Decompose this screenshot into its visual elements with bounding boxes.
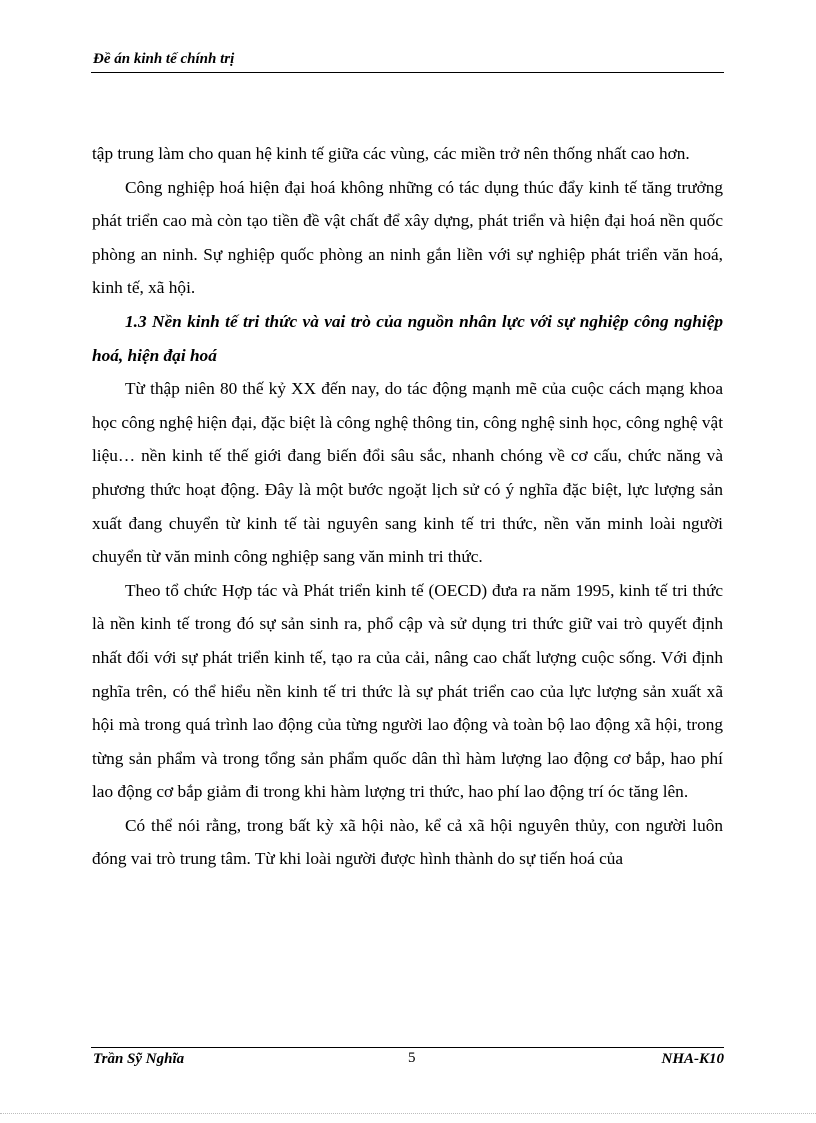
header-title: Đề án kinh tế chính trị <box>93 51 235 67</box>
paragraph-continuation: tập trung làm cho quan hệ kinh tế giữa các vùng, các miền trở nên thống nhất cao hơn. <box>92 144 690 163</box>
document-body <box>92 137 723 876</box>
page-number: 5 <box>408 1050 416 1066</box>
header-divider <box>91 72 724 73</box>
footer-divider <box>91 1047 724 1048</box>
section-heading-1-3: 1.3 Nền kinh tế tri thức và vai trò của nguồn nhân lực với sự nghiệp công nghiệp hoá, hiện đại hoá <box>92 311 723 365</box>
paragraph-oecd-definition: Theo tổ chức Hợp tác và Phát triển kinh tế (OECD) đưa ra năm 1995, kinh tế tri thức là nền kinh tế trong đó sự sản sinh ra, phổ cập và sử dụng tri thức giữ vai trò quyết định nhất đối với sự phát triển kinh tế, tạo ra của cải, nâng cao chất lượng cuộc sống. Với định nghĩa trên, có thể hiểu nền kinh tế tri thức là sự phát triển cao của lực lượng sản xuất xã hội mà trong quá trình lao động của từng người lao động và toàn bộ lao động xã hội, trong từng sản phẩm và trong tổng sản phẩm quốc dân thì hàm lượng lao động cơ bắp, hao phí lao động cơ bắp giảm đi trong khi hàm lượng tri thức, hao phí lao động trí óc tăng lên. <box>92 580 723 802</box>
paragraph-knowledge-economy-intro: Từ thập niên 80 thế kỷ XX đến nay, do tác động mạnh mẽ của cuộc cách mạng khoa học công nghệ hiện đại, đặc biệt là công nghệ thông tin, công nghệ sinh học, công nghệ vật liệu… nền kinh tế thế giới đang biến đổi sâu sắc, nhanh chóng về cơ cấu, chức năng và phương thức hoạt động. Đây là một bước ngoặt lịch sử có ý nghĩa đặc biệt, lực lượng sản xuất đang chuyển từ kinh tế tài nguyên sang kinh tế tri thức, nền văn minh loài người chuyển từ văn minh công nghiệp sang văn minh tri thức. <box>92 379 723 567</box>
paragraph-human-role: Có thể nói rằng, trong bất kỳ xã hội nào, kể cả xã hội nguyên thủy, con người luôn đóng vai trò trung tâm. Từ khi loài người được hình thành do sự tiến hoá của <box>92 815 723 869</box>
paragraph-industrialization: Công nghiệp hoá hiện đại hoá không những có tác dụng thúc đẩy kinh tế tăng trưởng phát triển cao mà còn tạo tiền đề vật chất để xây dựng, phát triển và hiện đại hoá nền quốc phòng an ninh. Sự nghiệp quốc phòng an ninh gắn liền với sự nghiệp phát triển văn hoá, kinh tế, xã hội. <box>92 177 723 298</box>
page-edge-dotted-line <box>0 1113 816 1114</box>
footer-author: Trần Sỹ Nghĩa <box>93 1051 185 1067</box>
footer-class-code: NHA-K10 <box>661 1051 724 1067</box>
